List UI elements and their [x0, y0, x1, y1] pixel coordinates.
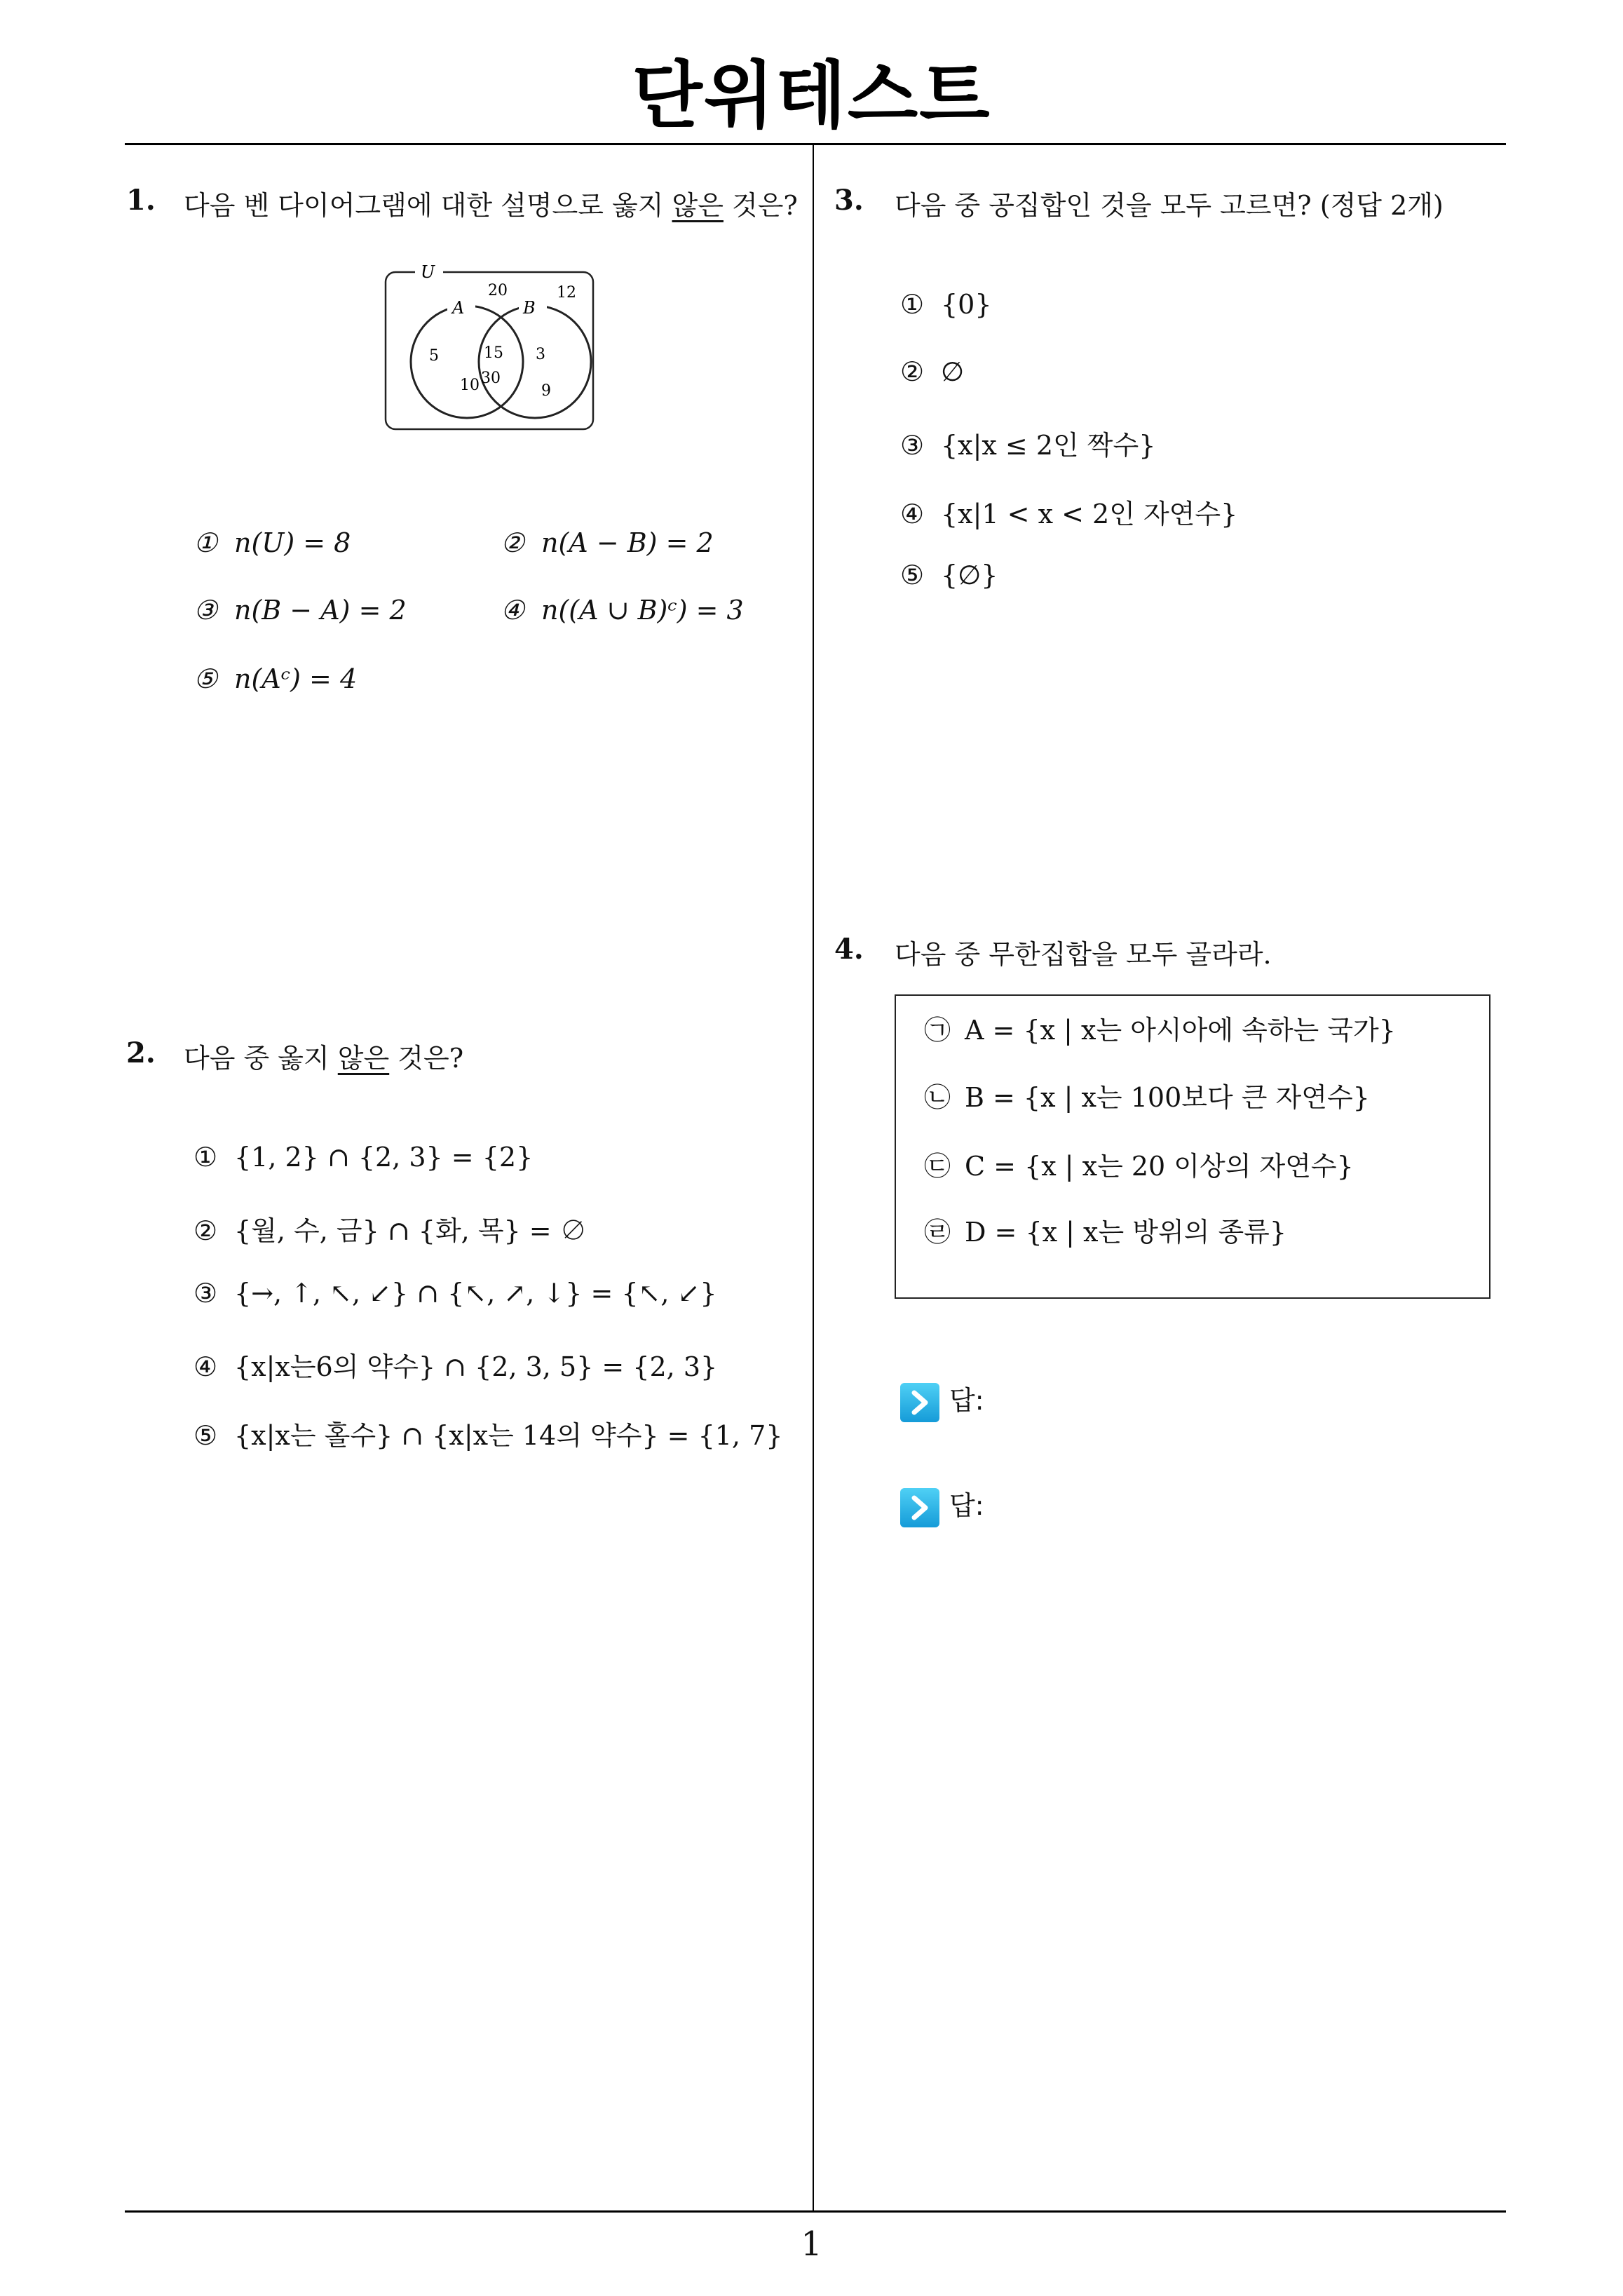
option-marker: ④ [900, 499, 925, 529]
option-marker: ② [501, 527, 525, 558]
answer-row-2 [900, 1484, 984, 1527]
chevron-right-icon [900, 1488, 939, 1527]
option-2[interactable] [501, 527, 714, 558]
option-marker: ② [900, 356, 925, 387]
option-5[interactable] [900, 560, 998, 590]
region-value: 12 [557, 284, 576, 302]
footer-rule [125, 2210, 1506, 2213]
option-marker: ③ [193, 1278, 218, 1309]
condition-item [924, 1076, 1370, 1114]
set-a-circle [411, 306, 523, 418]
option-5[interactable] [193, 1414, 782, 1452]
option-text: {x|x ≤ 2인 짝수} [941, 430, 1156, 461]
question-text-part: 다음 중 옳지 [184, 1043, 338, 1074]
venn-diagram [384, 257, 602, 433]
option-4[interactable] [193, 1345, 717, 1384]
condition-text: C = {x | x는 20 이상의 자연수} [965, 1151, 1354, 1182]
universe-label: U [421, 262, 435, 282]
option-marker: ③ [900, 430, 925, 461]
option-marker: ① [900, 289, 925, 320]
answer-row-1 [900, 1379, 984, 1422]
header-rule [125, 143, 1506, 145]
option-text: {x|x는6의 약수} ∩ {2, 3, 5} = {2, 3} [234, 1351, 718, 1382]
option-marker: ⑤ [193, 1420, 218, 1451]
question-number: 2. [126, 1036, 156, 1069]
region-value: 3 [536, 346, 545, 363]
question-text [184, 184, 798, 222]
option-marker: ③ [193, 595, 218, 626]
option-1[interactable] [193, 1142, 533, 1173]
option-text: {0} [941, 289, 992, 320]
option-text: n(U) = 8 [234, 527, 351, 558]
region-value: 15 [484, 344, 503, 362]
option-text: {x|1 < x < 2인 자연수} [941, 499, 1238, 529]
option-2[interactable] [900, 356, 964, 387]
condition-text: D = {x | x는 방위의 종류} [965, 1217, 1287, 1248]
option-3[interactable] [193, 595, 407, 626]
condition-item [924, 1210, 1286, 1249]
condition-marker: ㉣ [924, 1217, 951, 1248]
option-marker: ④ [193, 1351, 218, 1382]
option-4[interactable] [501, 595, 744, 626]
page-number: 1 [801, 2224, 822, 2264]
set-b-label: B [523, 298, 536, 318]
region-value: 9 [541, 382, 551, 400]
condition-marker: ㉢ [924, 1151, 951, 1182]
underlined-keyword: 않은 [337, 1043, 390, 1074]
option-text: {월, 수, 금} ∩ {화, 목} = ∅ [234, 1215, 587, 1246]
option-3[interactable] [900, 424, 1155, 462]
condition-item [924, 1144, 1354, 1183]
column-divider [813, 144, 814, 2210]
question-text-part: 것은? [723, 190, 798, 221]
set-a-label: A [452, 298, 465, 318]
region-value: 5 [429, 347, 439, 365]
option-marker: ① [193, 1142, 218, 1173]
option-1[interactable] [900, 289, 992, 320]
option-text: n(Aᶜ) = 4 [234, 663, 358, 694]
option-marker: ⑤ [193, 663, 218, 694]
answer-label: 답: [949, 1490, 984, 1521]
condition-text: A = {x | x는 아시아에 속하는 국가} [965, 1015, 1396, 1046]
condition-marker: ㉡ [924, 1082, 951, 1113]
option-marker: ② [193, 1215, 218, 1246]
question-text: 다음 중 공집합인 것을 모두 고르면? (정답 2개) [895, 190, 1444, 221]
question-text-part: 다음 벤 다이어그램에 대한 설명으로 옳지 [184, 190, 672, 221]
option-1[interactable] [193, 527, 351, 558]
option-text: n(B − A) = 2 [234, 595, 407, 626]
region-value: 30 [481, 370, 501, 387]
option-5[interactable] [193, 663, 357, 694]
condition-box [895, 994, 1490, 1299]
option-text: {x|x는 홀수} ∩ {x|x는 14의 약수} = {1, 7} [234, 1420, 783, 1451]
option-2[interactable] [193, 1209, 587, 1248]
region-value: 10 [460, 377, 480, 394]
option-marker: ① [193, 527, 218, 558]
question-number: 4. [834, 933, 864, 966]
option-marker: ⑤ [900, 560, 925, 590]
page-title: 단위테스트 [632, 53, 991, 138]
set-b-circle [479, 306, 591, 418]
option-text: {∅} [941, 560, 998, 590]
region-value: 20 [488, 282, 508, 299]
chevron-right-icon [900, 1383, 939, 1422]
question-text: 다음 중 무한집합을 모두 골라라. [895, 939, 1272, 970]
option-text: ∅ [941, 356, 965, 387]
question-text-part: 것은? [389, 1043, 464, 1074]
option-marker: ④ [501, 595, 525, 626]
question-number: 3. [834, 184, 864, 217]
option-text: {→, ↑, ↖, ↙} ∩ {↖, ↗, ↓} = {↖, ↙} [234, 1278, 717, 1309]
option-text: {1, 2} ∩ {2, 3} = {2} [234, 1142, 534, 1173]
condition-text: B = {x | x는 100보다 큰 자연수} [965, 1082, 1370, 1113]
underlined-keyword: 않은 [672, 190, 724, 221]
condition-marker: ㉠ [924, 1015, 951, 1046]
option-4[interactable] [900, 492, 1237, 531]
option-text: n((A ∪ B)ᶜ) = 3 [541, 595, 744, 626]
condition-item [924, 1008, 1396, 1047]
question-number: 1. [126, 184, 156, 217]
answer-label: 답: [949, 1385, 984, 1416]
question-text [184, 1036, 463, 1075]
option-text: n(A − B) = 2 [541, 527, 714, 558]
option-3[interactable] [193, 1278, 717, 1309]
